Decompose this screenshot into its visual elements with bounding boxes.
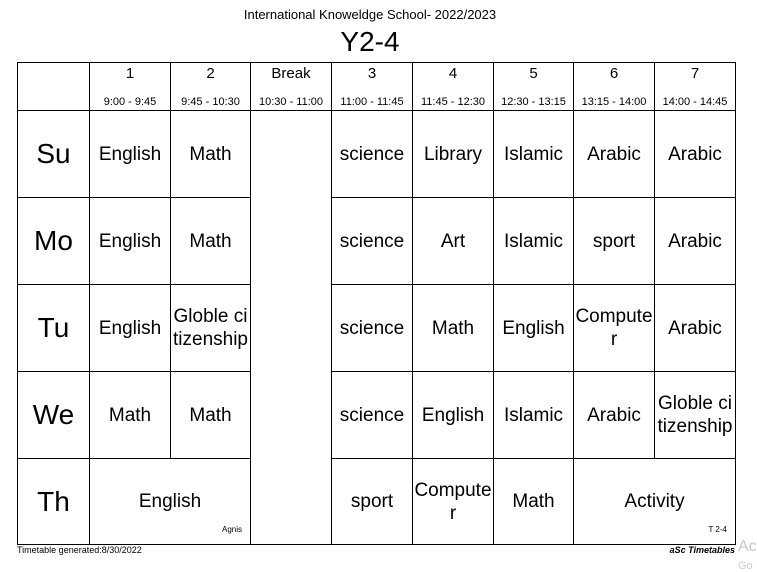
lesson-text: sport [592, 230, 636, 252]
lesson-mo-2 [170, 197, 251, 285]
corner-cell [17, 62, 90, 111]
lesson-mo-6 [573, 197, 655, 285]
period-time: 10:30 - 11:00 [258, 96, 323, 108]
period-time: 11:00 - 11:45 [340, 96, 404, 108]
period-number: 5 [529, 65, 538, 82]
period-time: 11:45 - 12:30 [420, 96, 485, 108]
lesson-text: Arabic [668, 317, 722, 339]
lesson-text: English [138, 491, 202, 512]
lesson-th-4 [412, 458, 494, 545]
teacher-note: Agnis [221, 525, 242, 534]
lesson-text: Arabic [587, 404, 641, 426]
period-number: 1 [125, 65, 135, 82]
lesson-text: Math [512, 491, 555, 512]
generated-date: Timetable generated:8/30/2022 [17, 545, 142, 555]
lesson-text: English [421, 404, 485, 426]
period-number: 7 [690, 65, 700, 82]
lesson-mo-3 [331, 197, 413, 285]
lesson-text: Islamic [503, 404, 564, 426]
lesson-mo-1 [89, 197, 171, 285]
lesson-text: Activity [624, 491, 685, 512]
lesson-text: Math [189, 143, 232, 165]
lesson-tu-2 [170, 284, 251, 372]
period-time: 9:45 - 10:30 [181, 96, 240, 108]
lesson-su-3 [331, 110, 413, 198]
lesson-tu-7 [654, 284, 736, 372]
lesson-text: English [98, 230, 162, 252]
lesson-text: Arabic [587, 143, 641, 165]
period-number: 2 [206, 65, 215, 82]
lesson-text: science [339, 317, 405, 339]
period-header-1 [89, 62, 171, 111]
period-time: 13:15 - 14:00 [581, 96, 647, 108]
lesson-text: Math [431, 317, 475, 339]
lesson-text: Math [189, 404, 232, 426]
lesson-text: Library [423, 143, 483, 165]
lesson-su-5 [493, 110, 574, 198]
lesson-text: Computer [575, 306, 653, 350]
period-time: 14:00 - 14:45 [662, 96, 728, 108]
class-code-note: T 2-4 [708, 525, 727, 534]
day-label-th: Th [17, 458, 90, 545]
day-label-mo: Mo [17, 197, 90, 285]
lesson-text: English [502, 317, 565, 339]
lesson-text: English [98, 143, 162, 165]
period-number: Break [271, 65, 311, 82]
lesson-text: Islamic [503, 230, 564, 252]
break-column [250, 110, 332, 545]
lesson-we-2 [170, 371, 251, 459]
period-header-2 [170, 62, 251, 111]
period-time: 9:00 - 9:45 [103, 96, 157, 108]
period-header-3 [331, 62, 413, 111]
period-header-7 [654, 62, 736, 111]
lesson-su-1 [89, 110, 171, 198]
lesson-su-7 [654, 110, 736, 198]
lesson-we-7 [654, 371, 736, 459]
period-number: 4 [448, 65, 458, 82]
period-header-break [250, 62, 332, 111]
day-label-su: Su [17, 110, 90, 198]
period-header-5 [493, 62, 574, 111]
lesson-text: Art [440, 230, 466, 252]
lesson-text: Globle citizenship [173, 306, 248, 350]
brand-label: aSc Timetables [669, 545, 735, 555]
lesson-we-4 [412, 371, 494, 459]
lesson-text: sport [350, 491, 394, 512]
day-label-tu: Tu [17, 284, 90, 372]
activation-watermark: Ac [738, 538, 757, 555]
lesson-we-6 [573, 371, 655, 459]
lesson-text: Arabic [668, 230, 722, 252]
lesson-mo-7 [654, 197, 736, 285]
period-header-4 [412, 62, 494, 111]
timetable-grid [17, 62, 736, 545]
period-number: 6 [609, 65, 619, 82]
lesson-tu-1 [89, 284, 171, 372]
lesson-th-6-7 [573, 458, 736, 545]
lesson-text: Arabic [668, 143, 722, 165]
period-time: 12:30 - 13:15 [501, 96, 566, 108]
lesson-th-1-2 [89, 458, 251, 545]
lesson-text: Math [108, 404, 152, 426]
lesson-text: science [339, 143, 405, 165]
lesson-mo-4 [412, 197, 494, 285]
lesson-th-3 [331, 458, 413, 545]
lesson-tu-4 [412, 284, 494, 372]
lesson-su-2 [170, 110, 251, 198]
lesson-we-3 [331, 371, 413, 459]
lesson-text: Computer [414, 479, 492, 524]
day-label-we: We [17, 371, 90, 459]
lesson-text: English [98, 317, 162, 339]
lesson-su-4 [412, 110, 494, 198]
lesson-tu-6 [573, 284, 655, 372]
lesson-text: science [339, 230, 405, 252]
lesson-tu-3 [331, 284, 413, 372]
school-name: International Knoweldge School- 2022/2023 [243, 7, 497, 22]
lesson-we-5 [493, 371, 574, 459]
period-number: 3 [367, 65, 377, 82]
class-title: Y2-4 [340, 26, 400, 57]
period-header-6 [573, 62, 655, 111]
lesson-tu-5 [493, 284, 574, 372]
lesson-su-6 [573, 110, 655, 198]
lesson-text: Islamic [503, 143, 564, 165]
lesson-mo-5 [493, 197, 574, 285]
lesson-text: Globle citizenship [657, 393, 733, 437]
activation-watermark-sub: Go [738, 560, 753, 572]
lesson-text: Math [189, 230, 232, 252]
lesson-text: science [339, 404, 405, 426]
lesson-we-1 [89, 371, 171, 459]
lesson-th-5 [493, 458, 574, 545]
